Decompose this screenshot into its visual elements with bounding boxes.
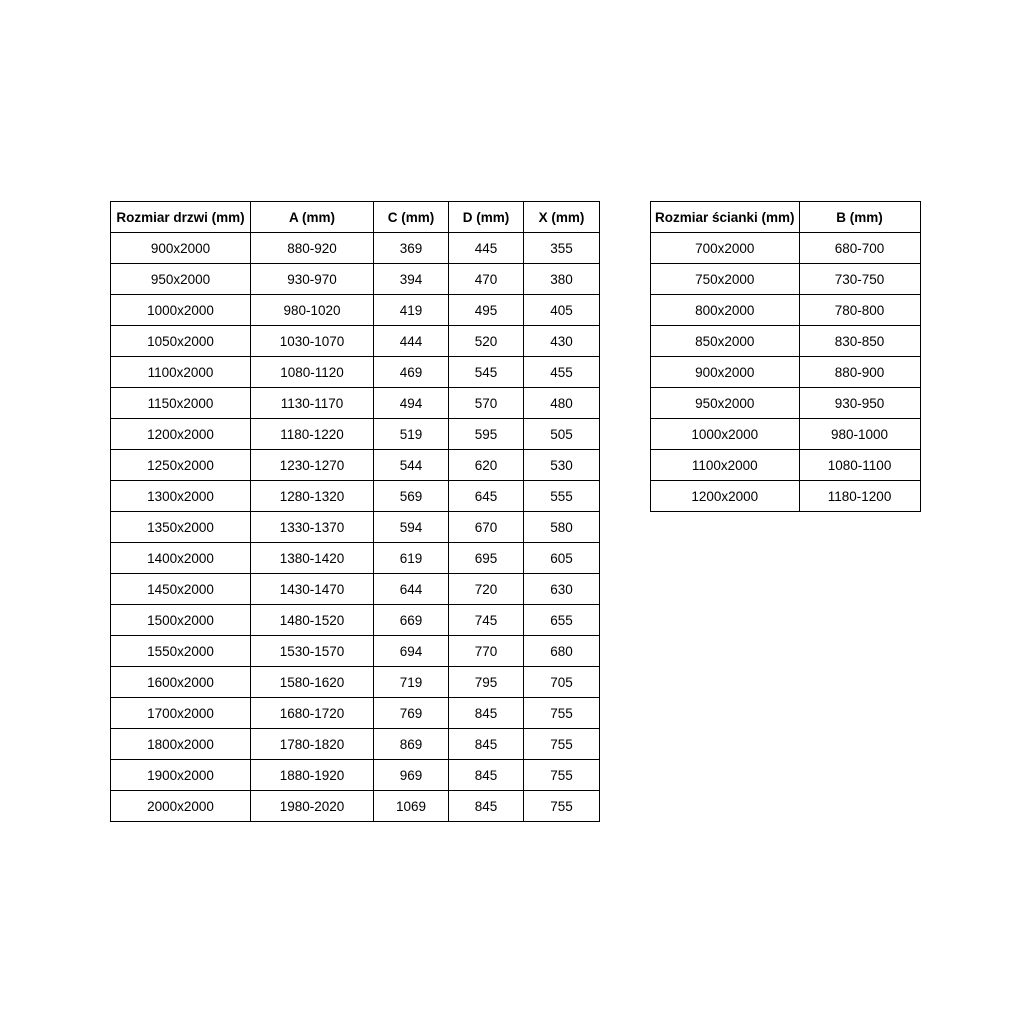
table-cell: 880-900 [799, 357, 920, 388]
table-cell: 1550x2000 [111, 636, 251, 667]
table-cell: 594 [374, 512, 449, 543]
table-cell: 695 [449, 543, 524, 574]
table-cell: 755 [524, 760, 600, 791]
table-cell: 720 [449, 574, 524, 605]
table-cell: 555 [524, 481, 600, 512]
table-row [651, 450, 921, 481]
table-cell: 950x2000 [651, 388, 800, 419]
table-cell: 1700x2000 [111, 698, 251, 729]
table-row [111, 419, 600, 450]
column-header: B (mm) [799, 202, 920, 233]
table-cell: 755 [524, 698, 600, 729]
table-cell: 445 [449, 233, 524, 264]
column-header: A (mm) [251, 202, 374, 233]
table-cell: 469 [374, 357, 449, 388]
column-header: C (mm) [374, 202, 449, 233]
table-cell: 580 [524, 512, 600, 543]
table-row [111, 667, 600, 698]
table-row [111, 605, 600, 636]
table-cell: 770 [449, 636, 524, 667]
table-cell: 780-800 [799, 295, 920, 326]
header-row [111, 202, 600, 233]
table-cell: 1330-1370 [251, 512, 374, 543]
table-cell: 969 [374, 760, 449, 791]
table-row [651, 295, 921, 326]
table-cell: 1180-1220 [251, 419, 374, 450]
column-header: Rozmiar ścianki (mm) [651, 202, 800, 233]
table-cell: 795 [449, 667, 524, 698]
table-row [111, 574, 600, 605]
table-cell: 694 [374, 636, 449, 667]
wall-sizes-table [650, 201, 921, 512]
table-cell: 380 [524, 264, 600, 295]
table-cell: 405 [524, 295, 600, 326]
table-cell: 2000x2000 [111, 791, 251, 822]
table-row [111, 729, 600, 760]
table-cell: 355 [524, 233, 600, 264]
table-row [651, 481, 921, 512]
table-cell: 569 [374, 481, 449, 512]
table-row [651, 326, 921, 357]
table-cell: 900x2000 [651, 357, 800, 388]
table-cell: 1030-1070 [251, 326, 374, 357]
table-cell: 930-950 [799, 388, 920, 419]
table-cell: 520 [449, 326, 524, 357]
table-cell: 1780-1820 [251, 729, 374, 760]
table-cell: 1069 [374, 791, 449, 822]
table-cell: 480 [524, 388, 600, 419]
table-cell: 1880-1920 [251, 760, 374, 791]
table-cell: 1280-1320 [251, 481, 374, 512]
table-cell: 680-700 [799, 233, 920, 264]
table-cell: 850x2000 [651, 326, 800, 357]
table-row [111, 233, 600, 264]
table-cell: 419 [374, 295, 449, 326]
table-cell: 900x2000 [111, 233, 251, 264]
table-cell: 605 [524, 543, 600, 574]
table-cell: 1230-1270 [251, 450, 374, 481]
door-sizes-table [110, 201, 600, 822]
table-row [111, 295, 600, 326]
table-cell: 730-750 [799, 264, 920, 295]
table-cell: 505 [524, 419, 600, 450]
table-row [651, 357, 921, 388]
table-cell: 980-1020 [251, 295, 374, 326]
table-cell: 645 [449, 481, 524, 512]
table-cell: 1100x2000 [111, 357, 251, 388]
table-cell: 1980-2020 [251, 791, 374, 822]
table-cell: 755 [524, 791, 600, 822]
table-row [111, 326, 600, 357]
table-row [111, 636, 600, 667]
table-cell: 1530-1570 [251, 636, 374, 667]
table-cell: 394 [374, 264, 449, 295]
table-cell: 494 [374, 388, 449, 419]
table-row [111, 481, 600, 512]
table-cell: 745 [449, 605, 524, 636]
table-row [111, 357, 600, 388]
table-cell: 1150x2000 [111, 388, 251, 419]
table-cell: 519 [374, 419, 449, 450]
table-cell: 470 [449, 264, 524, 295]
table-cell: 1300x2000 [111, 481, 251, 512]
column-header: Rozmiar drzwi (mm) [111, 202, 251, 233]
table-cell: 620 [449, 450, 524, 481]
table-cell: 680 [524, 636, 600, 667]
table-row [111, 512, 600, 543]
column-header: D (mm) [449, 202, 524, 233]
table-row [111, 698, 600, 729]
table-cell: 1680-1720 [251, 698, 374, 729]
table-cell: 655 [524, 605, 600, 636]
table-row [111, 760, 600, 791]
table-cell: 1350x2000 [111, 512, 251, 543]
table-cell: 980-1000 [799, 419, 920, 450]
table-cell: 619 [374, 543, 449, 574]
table-cell: 1200x2000 [651, 481, 800, 512]
table-cell: 800x2000 [651, 295, 800, 326]
table-cell: 369 [374, 233, 449, 264]
table-cell: 755 [524, 729, 600, 760]
table-row [651, 388, 921, 419]
table-row [651, 419, 921, 450]
table-cell: 1250x2000 [111, 450, 251, 481]
table-row [111, 543, 600, 574]
table-cell: 544 [374, 450, 449, 481]
table-cell: 630 [524, 574, 600, 605]
table-cell: 669 [374, 605, 449, 636]
table-cell: 1000x2000 [651, 419, 800, 450]
table-cell: 750x2000 [651, 264, 800, 295]
table-cell: 1380-1420 [251, 543, 374, 574]
table-cell: 705 [524, 667, 600, 698]
table-row [651, 264, 921, 295]
table-cell: 719 [374, 667, 449, 698]
table-cell: 930-970 [251, 264, 374, 295]
table-row [111, 388, 600, 419]
table-cell: 950x2000 [111, 264, 251, 295]
table-cell: 644 [374, 574, 449, 605]
table-cell: 1450x2000 [111, 574, 251, 605]
table-cell: 1130-1170 [251, 388, 374, 419]
table-cell: 1080-1100 [799, 450, 920, 481]
table-cell: 1500x2000 [111, 605, 251, 636]
header-row [651, 202, 921, 233]
table-cell: 1200x2000 [111, 419, 251, 450]
table-cell: 570 [449, 388, 524, 419]
table-cell: 1900x2000 [111, 760, 251, 791]
table-cell: 845 [449, 698, 524, 729]
table-cell: 545 [449, 357, 524, 388]
table-cell: 430 [524, 326, 600, 357]
table-cell: 769 [374, 698, 449, 729]
table-row [111, 450, 600, 481]
table-cell: 530 [524, 450, 600, 481]
table-cell: 455 [524, 357, 600, 388]
table-row [651, 233, 921, 264]
column-header: X (mm) [524, 202, 600, 233]
table-cell: 869 [374, 729, 449, 760]
table-cell: 845 [449, 760, 524, 791]
table-cell: 1180-1200 [799, 481, 920, 512]
table-cell: 595 [449, 419, 524, 450]
table-cell: 845 [449, 791, 524, 822]
table-cell: 1400x2000 [111, 543, 251, 574]
table-cell: 1430-1470 [251, 574, 374, 605]
table-cell: 700x2000 [651, 233, 800, 264]
table-cell: 444 [374, 326, 449, 357]
table-cell: 670 [449, 512, 524, 543]
table-cell: 1580-1620 [251, 667, 374, 698]
table-cell: 1050x2000 [111, 326, 251, 357]
table-cell: 1000x2000 [111, 295, 251, 326]
table-cell: 495 [449, 295, 524, 326]
table-cell: 1100x2000 [651, 450, 800, 481]
table-row [111, 264, 600, 295]
table-cell: 1800x2000 [111, 729, 251, 760]
table-cell: 1600x2000 [111, 667, 251, 698]
table-cell: 1080-1120 [251, 357, 374, 388]
table-row [111, 791, 600, 822]
table-cell: 880-920 [251, 233, 374, 264]
table-cell: 845 [449, 729, 524, 760]
table-cell: 830-850 [799, 326, 920, 357]
table-cell: 1480-1520 [251, 605, 374, 636]
